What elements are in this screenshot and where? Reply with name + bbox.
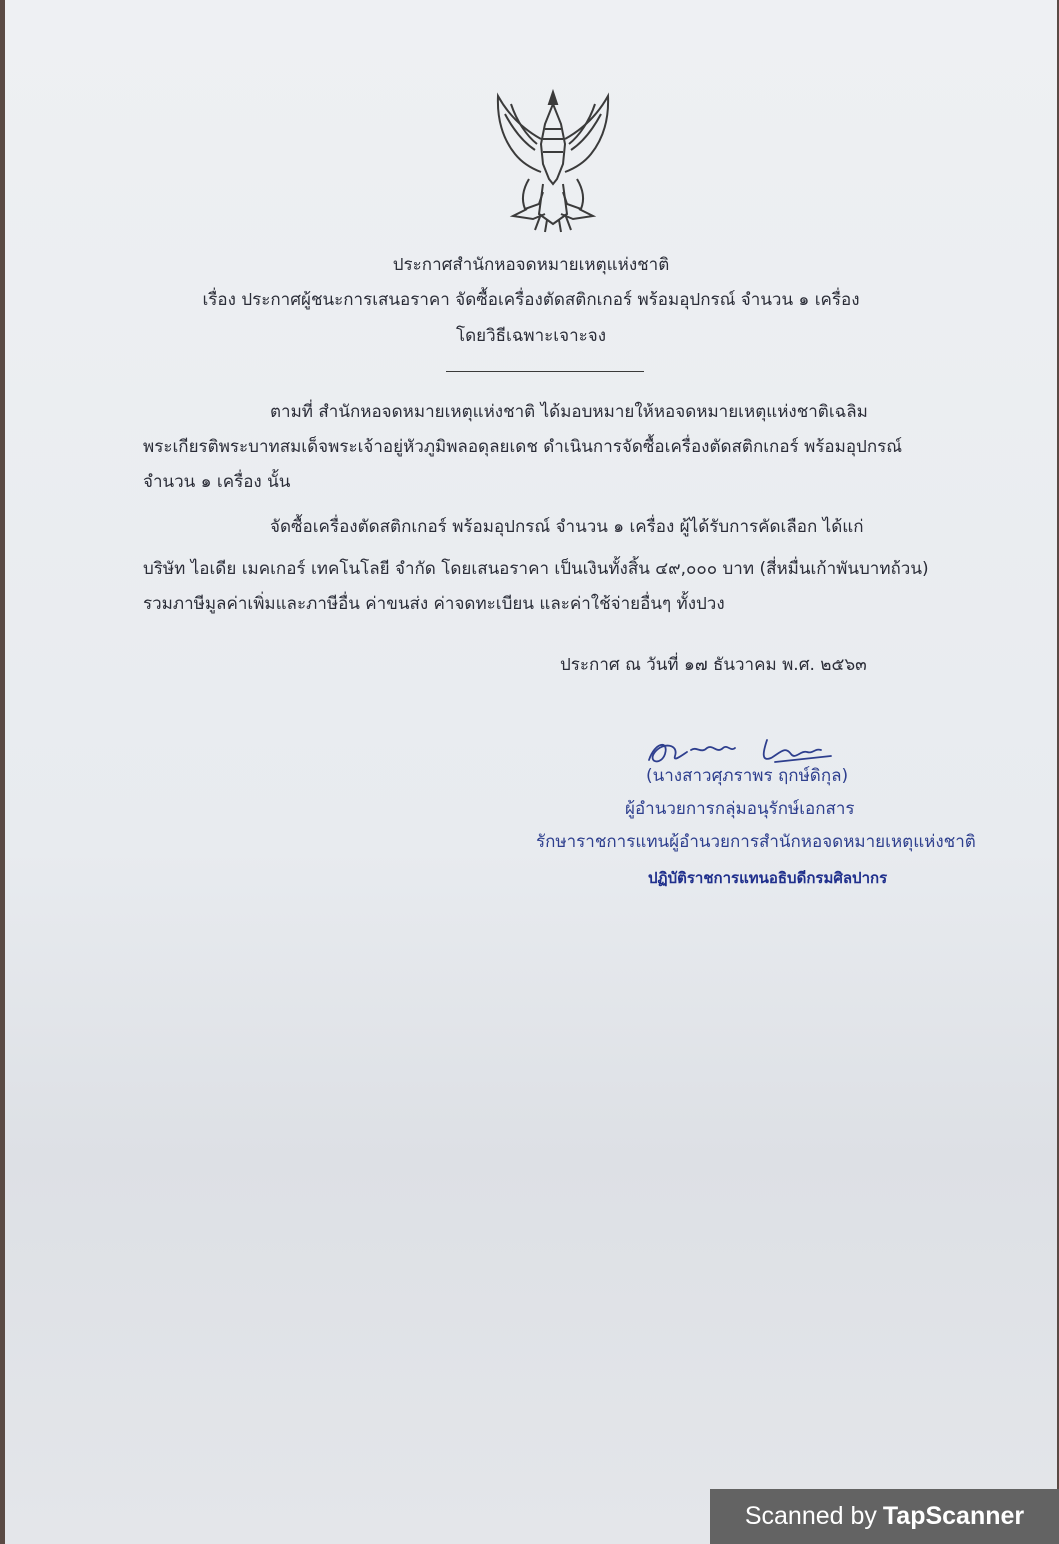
watermark-brand: TapScanner [882,1502,1025,1530]
paragraph-2-line-2: บริษัท ไอเดีย เมคเกอร์ เทคโนโลยี จำกัด โดยเสนอราคา เป็นเงินทั้งสิ้น ๔๙,๐๐๐ บาท (สี่หมื่นเก้าพันบาทถ้วน) [143,559,929,579]
paragraph-1-line-3: จำนวน ๑ เครื่อง นั้น [143,472,291,492]
document-page [5,0,1057,1544]
procurement-method: โดยวิธีเฉพาะเจาะจง [455,326,607,346]
official-stamp-text: ปฏิบัติราชการแทนอธิบดีกรมศิลปากร [648,869,888,887]
scanner-watermark [710,1489,1059,1544]
header-divider [446,371,644,372]
garuda-emblem-icon [483,84,623,234]
paragraph-2-line-1: จัดซื้อเครื่องตัดสติกเกอร์ พร้อมอุปกรณ์ จำนวน ๑ เครื่อง ผู้ได้รับการคัดเลือก ได้แก่ [270,517,864,537]
paragraph-1-line-2: พระเกียรติพระบาทสมเด็จพระเจ้าอยู่หัวภูมิพลอดุลยเดช ดำเนินการจัดซื้อเครื่องตัดสติกเกอร์ พร้อมอุปกรณ์ [143,437,903,457]
announcement-subject: เรื่อง ประกาศผู้ชนะการเสนอราคา จัดซื้อเครื่องตัดสติกเกอร์ พร้อมอุปกรณ์ จำนวน ๑ เครื่อง [202,290,860,310]
signatory-position: ผู้อำนวยการกลุ่มอนุรักษ์เอกสาร [625,799,855,819]
paragraph-2-line-3: รวมภาษีมูลค่าเพิ่มและภาษีอื่น ค่าขนส่ง ค่าจดทะเบียน และค่าใช้จ่ายอื่นๆ ทั้งปวง [143,594,725,614]
watermark-prefix: Scanned by [744,1502,877,1530]
signatory-name: (นางสาวศุภราพร ฤกษ์ดิกุล) [646,766,849,786]
announcement-date: ประกาศ ณ วันที่ ๑๗ ธันวาคม พ.ศ. ๒๕๖๓ [560,655,867,675]
announcement-title: ประกาศสำนักหอจดหมายเหตุแห่งชาติ [392,255,670,275]
paragraph-1-line-1: ตามที่ สำนักหอจดหมายเหตุแห่งชาติ ได้มอบหมายให้หอจดหมายเหตุแห่งชาติเฉลิม [270,402,868,422]
signatory-acting-role: รักษาราชการแทนผู้อำนวยการสำนักหอจดหมายเหตุแห่งชาติ [536,832,976,852]
